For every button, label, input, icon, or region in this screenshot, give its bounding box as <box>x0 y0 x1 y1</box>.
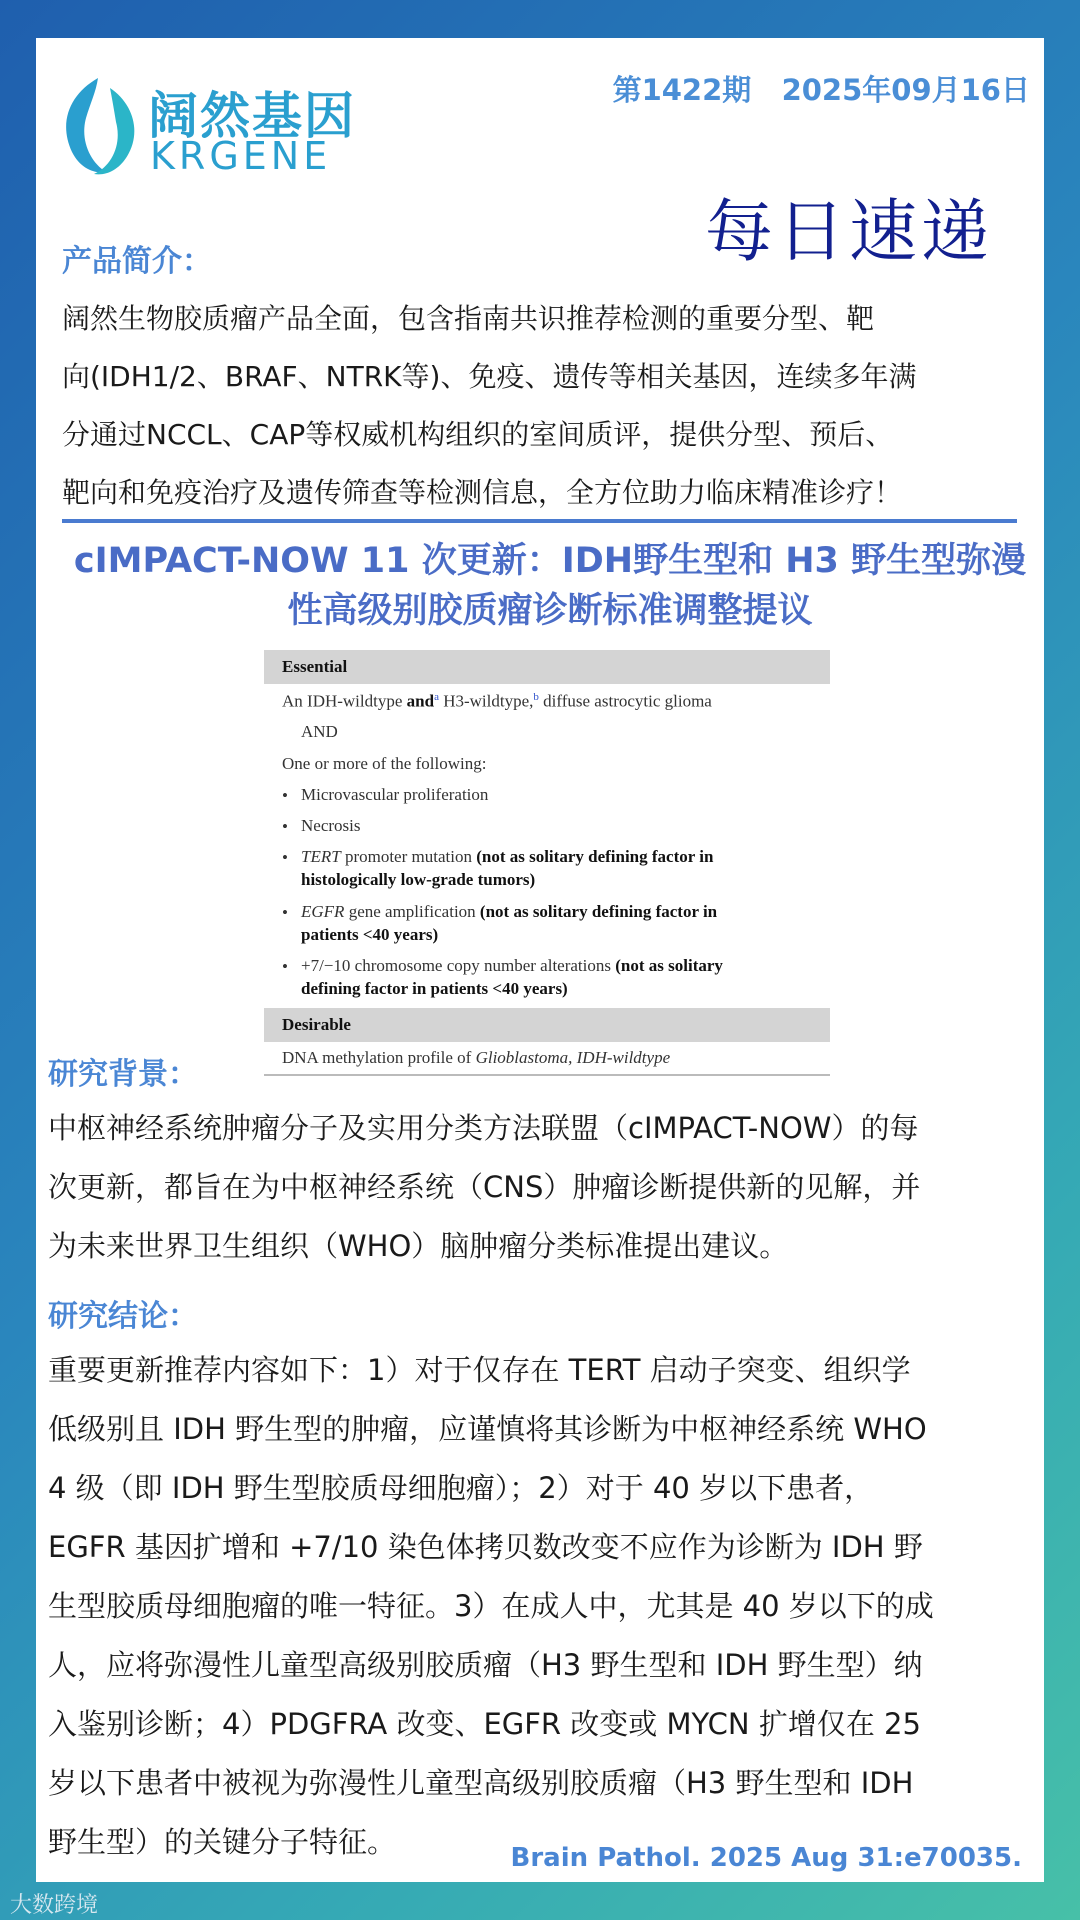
bullet: • <box>282 848 288 867</box>
product-text <box>62 290 1032 522</box>
conclusion-line: 重要更新推荐内容如下：1）对于仅存在 TERT 启动子突变、组织学 <box>48 1353 911 1387</box>
divider <box>62 519 1017 523</box>
bullet: • <box>282 903 288 922</box>
dna-leaf-icon <box>50 74 146 178</box>
background-text <box>48 1099 1038 1276</box>
conclusion-text <box>48 1341 1038 1872</box>
brand-name-cn: 阔然基因 <box>148 87 356 145</box>
conclusion-line: 野生型）的关键分子特征。 <box>48 1825 397 1859</box>
criteria-item: TERT promoter mutation (not as solitary defining factor in histologically low-grade tumors) <box>301 847 714 889</box>
background-line: 次更新，都旨在为中枢神经系统（CNS）肿瘤诊断提供新的见解，并 <box>48 1170 921 1204</box>
bullet: • <box>282 786 288 805</box>
table-bottom-rule <box>264 1074 830 1076</box>
one-or-more-label: One or more of the following: <box>282 754 487 773</box>
product-line: 阔然生物胶质瘤产品全面，包含指南共识推荐检测的重要分型、靶 <box>62 302 875 335</box>
article-title-line: 性高级别胶质瘤诊断标准调整提议 <box>287 591 813 631</box>
essential-line: An IDH-wildtype and$^a$ H3-wildtype,$^b$ diffuse astrocytic glioma <box>282 691 712 711</box>
conclusion-line: EGFR 基因扩增和 +7/10 染色体拷贝数改变不应作为诊断为 IDH 野 <box>48 1530 923 1564</box>
product-line: 向(IDH1/2、BRAF、NTRK等)、免疫、遗传等相关基因，连续多年满 <box>62 360 917 393</box>
conclusion-line: 低级别且 IDH 野生型的肿瘤，应谨慎将其诊断为中枢神经系统 WHO <box>48 1412 927 1446</box>
desirable-header: Desirable <box>264 1008 830 1042</box>
background-line: 中枢神经系统肿瘤分子及实用分类方法联盟（cIMPACT-NOW）的每 <box>48 1111 919 1145</box>
criteria-item: EGFR gene amplification (not as solitary defining factor in patients <40 years) <box>301 902 718 944</box>
criteria-table <box>264 650 830 1078</box>
desirable-line: DNA methylation profile of Glioblastoma, IDH-wildtype <box>282 1048 671 1067</box>
conclusion-line: 人，应将弥漫性儿童型高级别胶质瘤（H3 野生型和 IDH 野生型）纳 <box>48 1648 923 1682</box>
watermark: 大数跨境 <box>10 1893 99 1918</box>
background-heading: 研究背景： <box>48 1057 198 1092</box>
citation: Brain Pathol. 2025 Aug 31:e70035. <box>510 1843 1022 1873</box>
conclusion-heading: 研究结论： <box>48 1299 198 1334</box>
product-line: 靶向和免疫治疗及遗传筛查等检测信息，全方位助力临床精准诊疗！ <box>62 476 903 509</box>
article-title <box>40 536 1060 636</box>
and-label: AND <box>301 722 338 741</box>
brand-logo <box>50 72 370 182</box>
product-line: 分通过NCCL、CAP等权威机构组织的室间质评，提供分型、预后、 <box>62 418 894 451</box>
criteria-item: Necrosis <box>301 816 361 835</box>
essential-header: Essential <box>264 650 830 684</box>
product-heading: 产品简介： <box>62 244 212 279</box>
conclusion-line: 入鉴别诊断；4）PDGFRA 改变、EGFR 改变或 MYCN 扩增仅在 25 <box>48 1707 921 1741</box>
article-title-line: cIMPACT-NOW 11 次更新：IDH野生型和 H3 野生型弥漫 <box>73 541 1027 581</box>
criteria-item: Microvascular proliferation <box>301 785 489 804</box>
conclusion-line: 4 级（即 IDH 野生型胶质母细胞瘤）；2）对于 40 岁以下患者， <box>48 1471 874 1505</box>
bullet: • <box>282 957 288 976</box>
conclusion-line: 岁以下患者中被视为弥漫性儿童型高级别胶质瘤（H3 野生型和 IDH <box>48 1766 914 1800</box>
brand-name-en: KRGENE <box>150 134 332 178</box>
criteria-item: +7/−10 chromosome copy number alterations (not as solitary defining factor in patients <40 years) <box>301 956 723 998</box>
background-line: 为未来世界卫生组织（WHO）脑肿瘤分类标准提出建议。 <box>48 1229 789 1263</box>
conclusion-line: 生型胶质母细胞瘤的唯一特征。3）在成人中，尤其是 40 岁以下的成 <box>48 1589 934 1623</box>
daily-title: 每日速递 <box>705 193 994 272</box>
bullet: • <box>282 817 288 836</box>
issue-date: 第1422期 2025年09月16日 <box>612 73 1030 107</box>
